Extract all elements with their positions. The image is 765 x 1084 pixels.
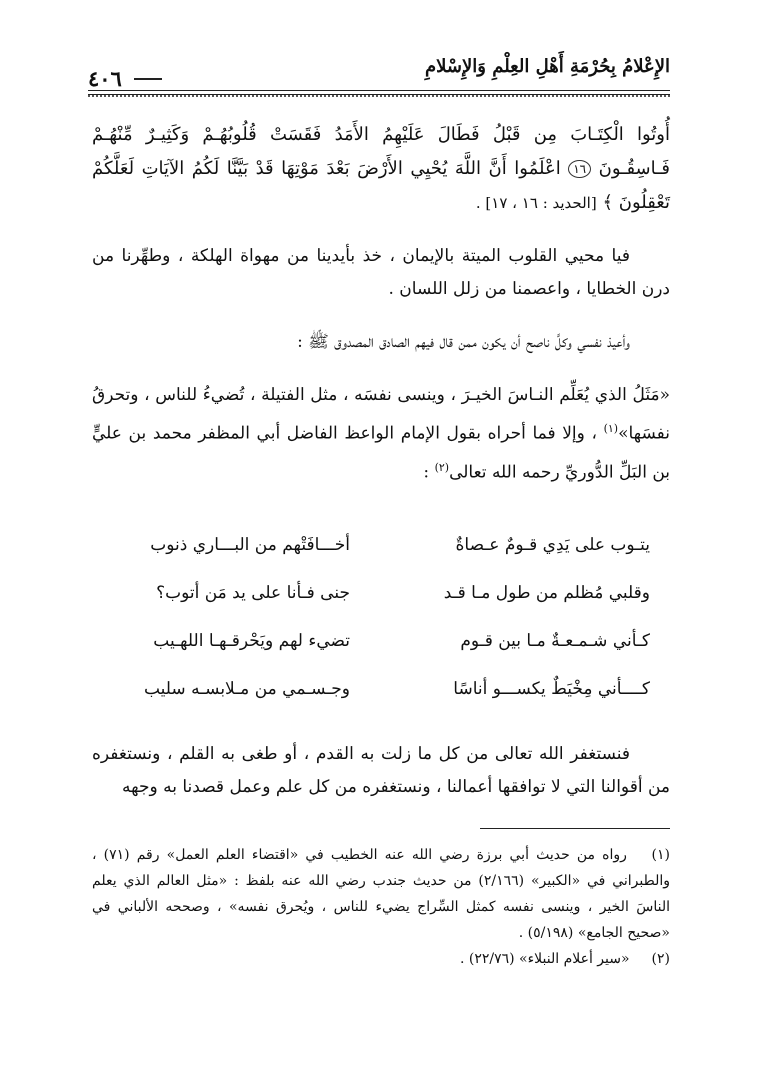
poem-hemistich-second: أخـــافَتْهم من البـــاري ذنوب	[150, 535, 350, 555]
poem-verse	[110, 583, 650, 631]
paragraph-seeking-refuge: وأعيذ نفسي وكلَّ ناصح أن يكون ممن قال فيهم الصادق المصدوق ﷺ :	[297, 332, 630, 352]
poem-verse	[110, 631, 650, 679]
paragraph-hadith	[92, 379, 670, 489]
footnote-separator	[480, 828, 670, 829]
footnote-text: «سير أعلام النبلاء» (٢٢/٧٦) .	[459, 951, 630, 967]
paragraph-supplication: فيا محيي القلوب الميتة بالإيمان ، خذ بأيدينا من مهواة الهلكة ، وطهِّرنا من درن الخطايا ، واعصمنا من زلل اللسان .	[92, 246, 670, 299]
quran-line-3: تَعْقِلُونَ ﴾	[602, 192, 670, 213]
footnote-ref-2: (٢)	[434, 460, 450, 474]
page-number: ٤٠٦	[88, 66, 122, 91]
paragraph-istighfar: فنستغفر الله تعالى من كل ما زلت به القدم ، أو طغى به القلم ، ونستغفره من أقوالنا التي لا توافقها أعمالنا ، ونستغفره من كل علم وعمل قصدنا به وجهه	[92, 744, 670, 797]
footnote-number: (٢)	[651, 951, 670, 967]
footnote-2	[92, 946, 670, 972]
poem-hemistich-first: كــــأني مِخْيَطٌ يكســـو أناسًا	[453, 679, 650, 699]
footnote-ref-1: (١)	[603, 422, 619, 435]
footnote-1	[92, 842, 670, 946]
hadith-text: «مَثَلُ الذي يُعَلِّم النـاسَ الخيـرَ ، وينسى نفسَه ، مثل الفتيلة ، تُضيءُ للناس ، وتحرقُ نفسَها»	[92, 385, 671, 444]
footnotes	[92, 842, 670, 972]
poem-verse	[110, 535, 650, 583]
header-rule-dots	[88, 95, 670, 97]
poem-hemistich-second: جنى فـأنا على يد مَن أتوب؟	[156, 583, 350, 603]
page-header	[88, 52, 670, 100]
quran-line-2a: فَـاسِقُـونَ	[598, 158, 670, 179]
hadith-continuation: ، وإلا فما أحراه بقول الإمام الواعظ الفاضل أبي المظفر محمد بن عليٍّ بن البَلِّ الدُّوريِّ رحمه الله تعالى	[92, 423, 670, 483]
quran-reference: [الحديد : ١٦ ، ١٧] .	[475, 194, 597, 212]
page-number-dash	[134, 78, 162, 80]
verse-number-marker: ١٦	[568, 160, 591, 178]
poem-hemistich-second: تضيء لهم ويَحْرقـهـا اللهـيب	[153, 631, 350, 651]
hadith-colon: :	[423, 462, 430, 483]
quran-line-1: أُوتُوا الْكِتَـابَ مِن قَبْلُ فَطَالَ عَلَيْهِمُ الأَمَدُ فَقَسَتْ قُلُوبُهُـمْ وَكَثِيـرٌ مِّنْهُـمْ	[92, 124, 670, 145]
poem	[110, 535, 650, 727]
main-text	[92, 118, 670, 489]
quran-line-2b: اعْلَمُوا أَنَّ اللَّهَ يُحْيِي الأَرْضَ بَعْدَ مَوْتِهَا قَدْ بَيَّنَّا لَكُمُ الآيَاتِ لَعَلَّكُمْ	[92, 158, 561, 179]
poem-hemistich-first: كـأني شـمـعـةٌ مـا بين قـوم	[460, 631, 650, 651]
poem-hemistich-first: وقلبي مُظلم من طول مـا قـد	[443, 583, 650, 603]
footnote-number: (١)	[651, 847, 671, 863]
running-title: الإِعْلامُ بِحُرْمَةِ أَهْلِ العِلْمِ وَالإِسْلامِ	[425, 56, 670, 77]
poem-hemistich-first: يتـوب على يَدِي قـومٌ عـصاةٌ	[455, 535, 650, 555]
footnote-text: رواه من حديث أبي برزة رضي الله عنه الخطيب في «اقتضاء العلم العمل» رقم (٧١) ، والطبراني في «الكبير» (٢/١٦٦) من حديث جندب رضي الله عنه بلفظ : «مثل العالم الذي يعلم الناسَ الخير ، وينسى نفسه كمثل السِّراج يضيء للناس ، ويُحرق نفسه» ، وصححه الألباني في «صحيح الجامع» (٥/١٩٨) .	[92, 847, 670, 941]
poem-verse	[110, 679, 650, 727]
poem-hemistich-second: وجـسـمي من مـلابسـه سليب	[143, 679, 350, 699]
quran-passage	[92, 118, 670, 220]
